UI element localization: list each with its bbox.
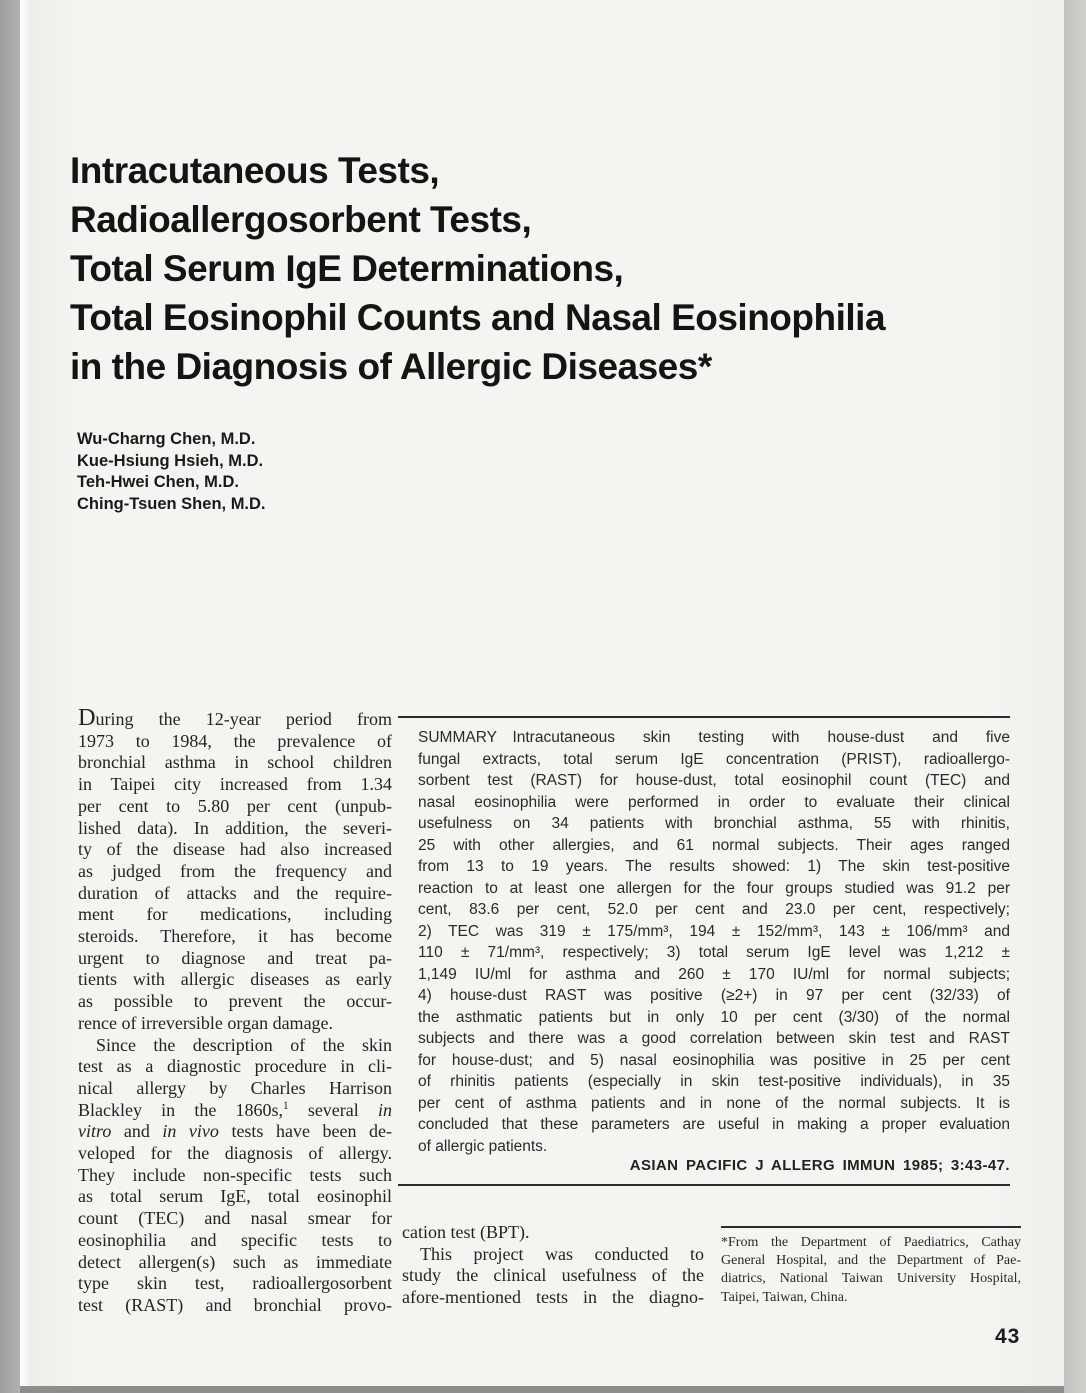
text-line: Teh-Hwei Chen, M.D.	[77, 473, 239, 491]
text-line: from 13 to 19 years. The results showed: 1) The skin test-positive	[418, 858, 1010, 875]
text-line: During the 12-year period from	[78, 704, 392, 731]
text-line: subjects and there was a good correlation between skin test and RAST	[418, 1030, 1010, 1047]
text-line: SUMMARY Intracutaneous skin testing with house-dust and five	[418, 729, 1010, 746]
text-line: concluded that these parameters are useful in making a proper evaluation	[418, 1116, 1010, 1133]
text-line: 2) TEC was 319 ± 175/mm³, 194 ± 152/mm³, 143 ± 106/mm³ and	[418, 922, 1010, 940]
text-line: Radioallergosorbent Tests,	[70, 199, 532, 240]
text-line: fungal extracts, total serum IgE concentration (PRIST), radioallergo-	[418, 750, 1010, 768]
text-line: reaction to at least one allergen for the four groups studied was 91.2 per	[418, 879, 1010, 897]
text-line: ty of the disease had also increased	[78, 839, 392, 860]
summary-rule-bottom	[398, 1184, 1010, 1186]
paper-sheet	[20, 0, 1064, 1386]
text-line: eosinophilia and specific tests to	[78, 1229, 392, 1250]
text-line: the asthmatic patients but in only 10 per cent (3/30) of the normal	[418, 1008, 1010, 1026]
text-line: 1973 to 1984, the prevalence of	[78, 730, 392, 751]
text-line: Total Eosinophil Counts and Nasal Eosinophilia	[70, 297, 886, 338]
text-line: cent, 83.6 per cent, 52.0 per cent and 23.0 per cent, respectively;	[418, 901, 1010, 918]
article-title	[70, 146, 1030, 391]
text-line: of rhinitis patients (especially in skin test-positive individuals), in 35	[418, 1073, 1010, 1090]
summary-rule-top	[398, 716, 1010, 718]
text-line: of allergic patients.	[418, 1137, 548, 1155]
text-line: Wu-Charng Chen, M.D.	[77, 430, 256, 448]
text-line: rence of irreversible organ damage.	[78, 1012, 334, 1033]
text-line: Ching-Tsuen Shen, M.D.	[77, 494, 266, 513]
text-line: 1,149 IU/ml for asthma and 260 ± 170 IU/ml for normal subjects;	[418, 965, 1010, 983]
text-line: General Hospital, and the Department of Pae-	[721, 1253, 1021, 1269]
text-line: in the Diagnosis of Allergic Diseases*	[70, 346, 712, 387]
text-line: 4) house-dust RAST was positive (≥2+) in 97 per cent (32/33) of	[418, 987, 1010, 1004]
text-line: bronchial asthma in school children	[78, 752, 392, 773]
text-line: veloped for the diagnosis of allergy.	[78, 1143, 392, 1164]
text-line: per cent to 5.80 per cent (unpub-	[78, 795, 392, 816]
text-line: ment for medications, including	[78, 904, 392, 925]
text-line: Total Serum IgE Determinations,	[70, 248, 624, 289]
affiliation-footnote	[721, 1234, 1021, 1307]
text-line: detect allergen(s) such as immediate	[78, 1251, 392, 1272]
text-line: usefulness on 34 patients with bronchial asthma, 55 with rhinitis,	[418, 815, 1010, 832]
text-line: They include non-specific tests such	[78, 1164, 392, 1185]
authors-block	[77, 429, 477, 515]
text-line: duration of attacks and the require-	[78, 882, 392, 903]
text-line: test (RAST) and bronchial provo-	[78, 1294, 392, 1315]
scan-edge-bottom	[20, 1386, 1064, 1393]
text-line: *From the Department of Paediatrics, Cathay	[721, 1235, 1021, 1250]
text-line: Kue-Hsiung Hsieh, M.D.	[77, 451, 264, 470]
text-line: tients with allergic diseases as early	[78, 969, 392, 990]
page-number: 43	[995, 1325, 1021, 1348]
text-line: study the clinical usefulness of the	[402, 1265, 704, 1286]
text-line: diatrics, National Taiwan University Hospital,	[721, 1271, 1021, 1287]
text-line: urgent to diagnose and treat pa-	[78, 947, 392, 968]
continuation-column	[402, 1222, 704, 1309]
text-line: Since the description of the skin	[78, 1034, 392, 1055]
text-line: lished data). In addition, the severi-	[78, 817, 392, 838]
text-line: afore-mentioned tests in the diagno-	[402, 1287, 704, 1308]
text-line: count (TEC) and nasal smear for	[78, 1208, 392, 1229]
text-line: as possible to prevent the occur-	[78, 991, 392, 1012]
text-line: per cent of asthma patients and in none of the normal subjects. It is	[418, 1094, 1010, 1112]
text-line: Taipei, Taiwan, China.	[721, 1289, 848, 1305]
text-line: Blackley in the 1860s,$^1$ several in	[78, 1099, 392, 1120]
text-line: nasal eosinophilia were performed in order to evaluate their clinical	[418, 793, 1010, 811]
text-line: 25 with other allergies, and 61 normal subjects. Their ages ranged	[418, 836, 1010, 854]
text-line: sorbent test (RAST) for house-dust, total eosinophil count (TEC) and	[418, 772, 1010, 789]
text-line: type skin test, radioallergosorbent	[78, 1273, 392, 1294]
text-line: This project was conducted to	[402, 1243, 704, 1264]
text-line: as judged from the frequency and	[78, 860, 392, 881]
footnote-rule	[721, 1226, 1021, 1228]
text-line: 110 ± 71/mm³, respectively; 3) total serum IgE level was 1,212 ±	[418, 944, 1010, 961]
intro-column	[78, 706, 392, 1317]
journal-citation: ASIAN PACIFIC J ALLERG IMMUN 1985; 3:43-47.	[629, 1157, 1010, 1174]
text-line: steroids. Therefore, it has become	[78, 926, 392, 947]
text-line: nical allergy by Charles Harrison	[78, 1077, 392, 1098]
text-line: vitro and in vivo tests have been de-	[78, 1121, 392, 1142]
text-line: for house-dust; and 5) nasal eosinophilia was positive in 25 per cent	[418, 1051, 1010, 1069]
text-line: as total serum IgE, total eosinophil	[78, 1186, 392, 1207]
summary-text	[418, 727, 1010, 1157]
text-line: Intracutaneous Tests,	[70, 150, 440, 191]
text-line: test as a diagnostic procedure in cli-	[78, 1056, 392, 1077]
scan-edge-left	[0, 0, 20, 1393]
scan-edge-right	[1064, 0, 1086, 1393]
text-line: in Taipei city increased from 1.34	[78, 774, 392, 795]
text-line: cation test (BPT).	[402, 1222, 530, 1242]
